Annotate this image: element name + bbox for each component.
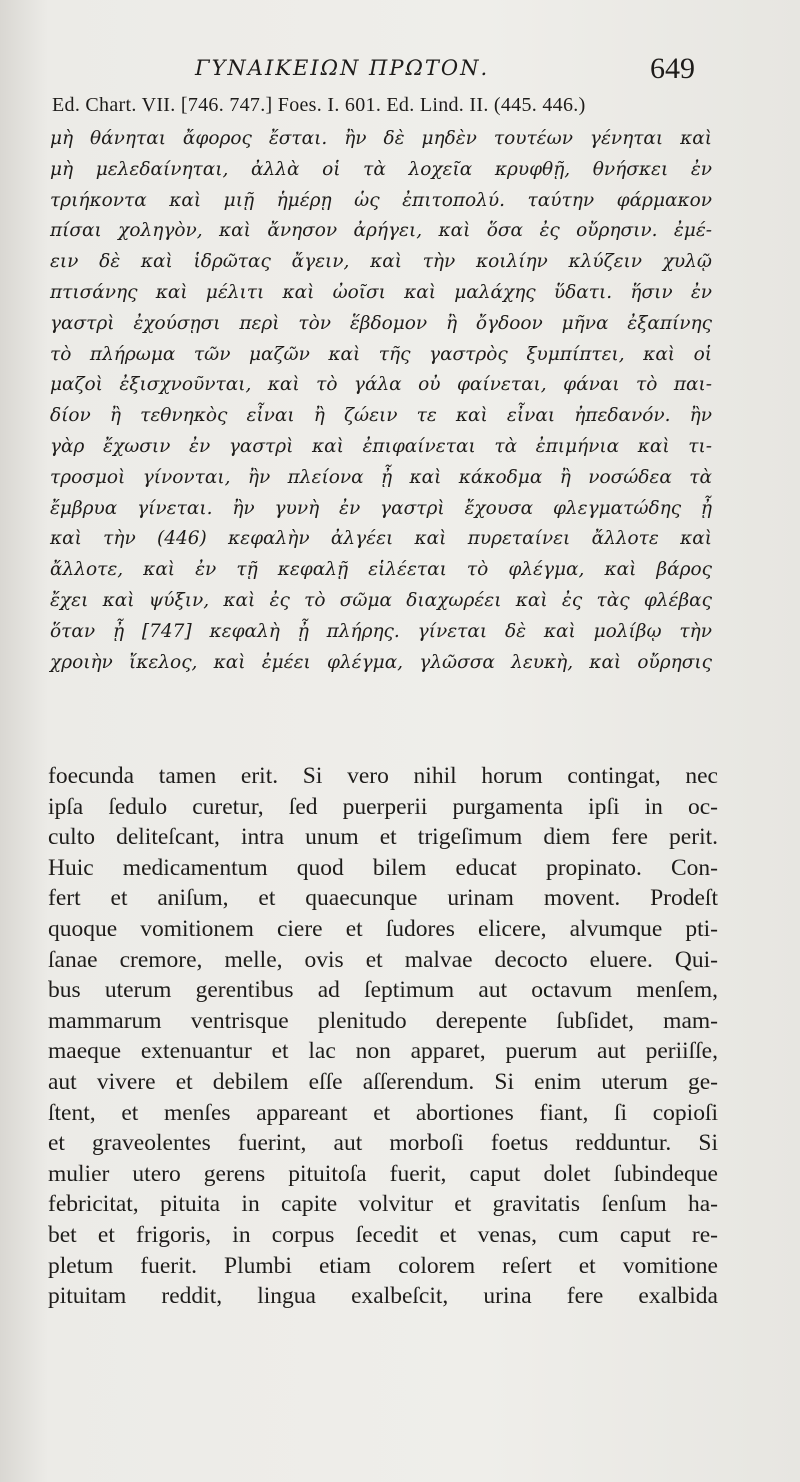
greek-line: γὰρ ἔχωσιν ἐν γαστρὶ καὶ ἐπιφαίνεται τὰ ἐπιμήνια καὶ τι- <box>50 435 712 457</box>
greek-line: τὸ πλήρωμα τῶν μαζῶν καὶ τῆς γαστρὸς ξυμπίπτει, καὶ οἱ <box>50 343 712 365</box>
greek-line: χροιὴν ἴκελος, καὶ ἐμέει φλέγμα, γλῶσσα λευκὴ, καὶ οὔρησις <box>50 651 712 673</box>
latin-line: bet et frigoris, in corpus ſecedit et venas, cum caput re- <box>48 1221 718 1248</box>
latin-line: culto deliteſcant, intra unum et trigeſimum diem fere perit. <box>48 824 718 851</box>
greek-line: τριήκοντα καὶ μιῇ ἡμέρῃ ὡς ἐπιτοπολύ. ταύτην φάρμακον <box>50 189 712 211</box>
latin-line: foecunda tamen erit. Si vero nihil horum contingat, nec <box>48 763 718 789</box>
greek-line: πτισάνης καὶ μέλιτι καὶ ὠοῖσι καὶ μαλάχης ὕδατι. ἥσιν ἐν <box>50 281 712 303</box>
latin-line: pletum fuerit. Plumbi etiam colorem reſert et vomitione <box>48 1252 718 1279</box>
greek-line: καὶ τὴν (446) κεφαλὴν ἀλγέει καὶ πυρεταίνει ἄλλοτε καὶ <box>50 528 712 550</box>
latin-line: pituitam reddit, lingua exalbeſcit, urina fere exalbida <box>48 1283 718 1310</box>
greek-line: πίσαι χοληγὸν, καὶ ἄνησον ἀρήγει, καὶ ὅσα ἐς οὔρησιν. ἐμέ- <box>50 220 712 242</box>
latin-line: maeque extenuantur et lac non apparet, puerum aut periiſſe, <box>48 1038 718 1065</box>
latin-line: aut vivere et debilem eſſe aſſerendum. Si enim uterum ge- <box>48 1068 718 1095</box>
greek-line: γαστρὶ ἐχούσῃσι περὶ τὸν ἕβδομον ἢ ὄγδοον μῆνα ἐξαπίνης <box>50 312 712 334</box>
latin-line: ſanae cremore, melle, ovis et malvae decocto eluere. Qui- <box>48 946 718 973</box>
latin-line: bus uterum gerentibus ad ſeptimum aut octavum menſem, <box>48 977 718 1004</box>
latin-line: Huic medicamentum quod bilem educat propinato. Con- <box>48 854 718 881</box>
greek-line: τροσμοὶ γίνονται, ἢν πλείονα ᾖ καὶ κάκοδμα ἢ νοσώδεα τὰ <box>50 466 712 488</box>
latin-line: fert et aniſum, et quaecunque urinam movent. Prodeſt <box>48 885 718 912</box>
latin-line: febricitat, pituita in capite volvitur et gravitatis ſenſum ha- <box>48 1191 718 1218</box>
greek-line: δίον ἢ τεθνηκὸς εἶναι ἢ ζώειν τε καὶ εἶναι ἠπεδανόν. ἢν <box>50 405 712 427</box>
running-head <box>0 50 800 90</box>
page-number: 649 <box>650 52 695 85</box>
latin-line: mammarum ventrisque plenitudo derepente ſubſidet, mam- <box>48 1007 718 1034</box>
greek-line: ειν δὲ καὶ ἱδρῶτας ἄγειν, καὶ τὴν κοιλίην κλύζειν χυλῷ <box>50 251 712 273</box>
latin-line: ipſa ſedulo curetur, ſed puerperii purgamenta ipſi in oc- <box>48 793 718 820</box>
latin-translation-block <box>48 761 718 1312</box>
greek-line: ἄλλοτε, καὶ ἐν τῇ κεφαλῇ εἱλέεται τὸ φλέγμα, καὶ βάρος <box>50 559 712 581</box>
greek-line: ἔχει καὶ ψύξιν, καὶ ἐς τὸ σῶμα διαχωρέει καὶ ἐς τὰς φλέβας <box>50 589 712 611</box>
latin-line: ſtent, et menſes appareant et abortiones fiant, ſi copioſi <box>48 1099 718 1126</box>
greek-line: μὴ μελεδαίνηται, ἀλλὰ οἱ τὰ λοχεῖα κρυφθῇ, θνήσκει ἐν <box>50 158 712 180</box>
latin-line: quoque vomitionem ciere et ſudores elicere, alvumque pti- <box>48 915 718 942</box>
greek-line: ὅταν ᾖ [747] κεφαλὴ ᾖ πλήρης. γίνεται δὲ καὶ μολίβῳ τὴν <box>50 620 712 642</box>
running-head-title: ΓΥΝΑΙΚΕΙΩΝ ΠΡΩΤΟΝ. <box>195 56 490 80</box>
greek-line: μαζοὶ ἐξισχνοῦνται, καὶ τὸ γάλα οὐ φαίνεται, φάναι τὸ παι- <box>50 374 712 396</box>
latin-line: et graveolentes fuerint, aut morboſi foetus redduntur. Si <box>48 1130 718 1157</box>
latin-line: mulier utero gerens pituitoſa fuerit, caput dolet ſubindeque <box>48 1160 718 1187</box>
edition-reference-line: Ed. Chart. VII. [746. 747.] Foes. I. 601. Ed. Lind. II. (445. 446.) <box>52 94 586 116</box>
greek-line: ἔμβρυα γίνεται. ἢν γυνὴ ἐν γαστρὶ ἔχουσα φλεγματώδης ᾖ <box>50 497 712 519</box>
greek-line: μὴ θάνηται ἄφορος ἔσται. ἢν δὲ μηδὲν τουτέων γένηται καὶ <box>50 128 712 149</box>
greek-text-block <box>50 124 712 678</box>
